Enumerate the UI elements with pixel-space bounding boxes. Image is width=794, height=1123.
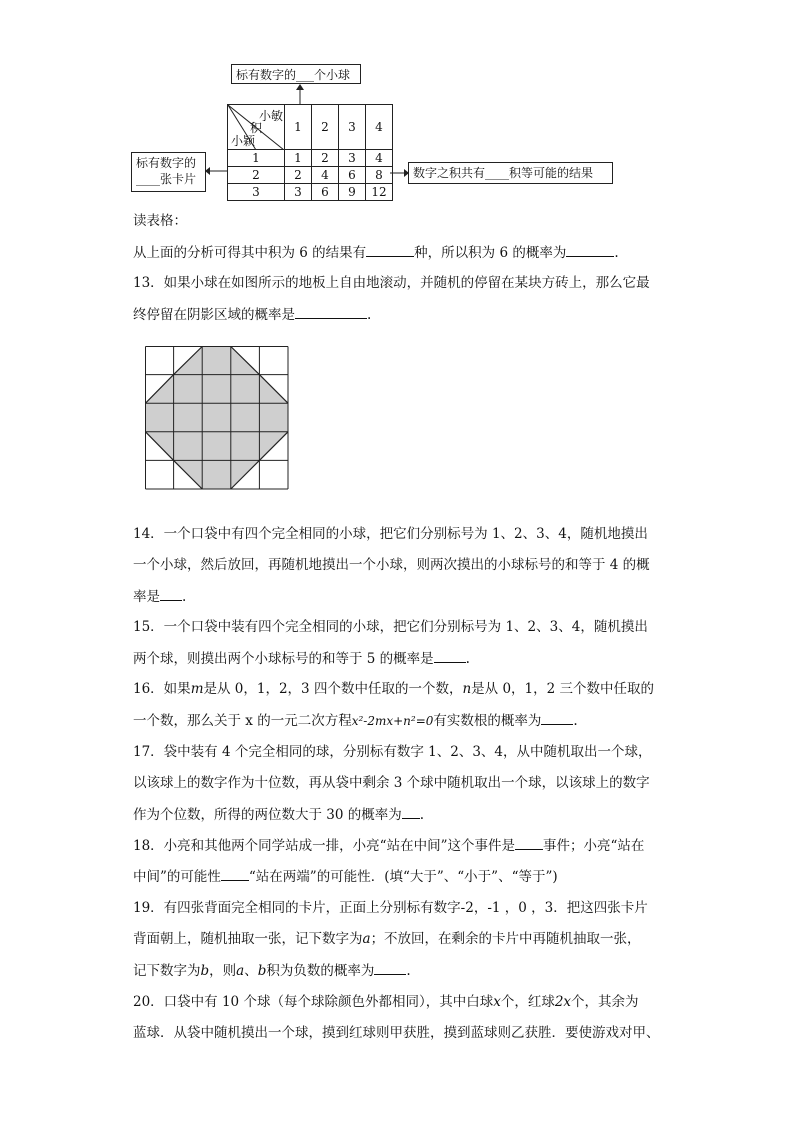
q19-end: . [406, 963, 411, 979]
row-label: 1 [228, 150, 285, 167]
table-row [228, 184, 393, 201]
left-box-line2: ____张卡片 [136, 172, 197, 186]
q20-text-1c: 个，其余为 [571, 994, 639, 1010]
q14-line-1 [133, 524, 648, 544]
q16-end: . [573, 713, 578, 729]
answer-blank [374, 960, 406, 975]
q19-text-2b: ；不放回，在剩余的卡片中再随机抽取一张， [370, 931, 641, 947]
q20-line-1 [133, 992, 639, 1012]
q18-text-1a: 18．小亮和其他两个同学站成一排，小亮“站在中间”这个事件是 [133, 838, 515, 854]
read-table-text: 读表格： [133, 213, 187, 229]
corner-mid-label: 积 [250, 121, 263, 135]
q15-end: . [465, 651, 470, 667]
q14-line-3 [133, 586, 186, 607]
arrow-left-head [205, 167, 210, 175]
q19-sep: 、 [244, 963, 258, 979]
q19-text-3a: 记下数字为 [133, 963, 201, 979]
product-table [227, 104, 393, 201]
table-cell: 6 [339, 167, 366, 184]
q15-text-2: 两个球，则摸出两个小球标号的和等于 5 的概率是 [133, 651, 434, 667]
answer-blank [366, 242, 414, 257]
header-cell: 1 [285, 105, 312, 150]
shaded-octagon-fill [145, 346, 288, 489]
q15-line-1 [133, 617, 648, 637]
q18-text-1b: 事件；小亮“站在 [542, 838, 645, 854]
q17-line-3 [133, 804, 424, 825]
floor-tile-figure [145, 346, 289, 490]
table-cell: 1 [285, 150, 312, 167]
answer-blank [160, 586, 182, 601]
q20-text-1b: 个，红球 [500, 994, 555, 1010]
table-row [228, 150, 393, 167]
q16-line-2 [133, 710, 578, 731]
analysis-end: . [614, 245, 619, 261]
q16-text-1a: 16．如果 [133, 681, 191, 697]
q19-line-2 [133, 929, 641, 949]
analysis-text-b: 种，所以积为 6 的概率为 [414, 245, 567, 261]
q20-var-2x: 2x [554, 994, 572, 1010]
table-cell: 8 [366, 167, 393, 184]
q19-text-3b: ，则 [209, 963, 237, 979]
q19-line-3 [133, 960, 411, 981]
table-cell: 2 [312, 150, 339, 167]
table-cell: 2 [285, 167, 312, 184]
analysis-line [133, 242, 619, 263]
q19-text-1: 19．有四张背面完全相同的卡片，正面上分别标有数字-2，-1 ，0 ，3．把这四张卡片 [133, 900, 648, 916]
q19-var-a: a [362, 931, 371, 947]
q14-text-2: 一个小球，然后放回，再随机地摸出一个小球，则两次摸出的小球标号的和等于 4 的概 [133, 557, 650, 573]
q16-text-1c: 是从 0，1，2 三个数中任取的 [471, 681, 655, 697]
top-box-text: 标有数字的___个小球 [236, 68, 351, 82]
answer-blank [402, 804, 420, 819]
right-box [408, 162, 613, 184]
q17-line-2 [133, 773, 650, 793]
table-cell: 9 [339, 184, 366, 201]
table-corner [228, 105, 285, 150]
q17-text-1: 17．袋中装有 4 个完全相同的球，分别标有数字 1、2、3、4，从中随机取出一个球， [133, 744, 652, 760]
q13-text-1: 13．如果小球在如图所示的地板上自由地滚动，并随机的停留在某块方砖上，那么它最 [133, 275, 650, 291]
q13-end: . [367, 307, 372, 323]
q18-line-1 [133, 835, 644, 856]
q16-line-1 [133, 679, 654, 699]
q18-line-2 [133, 866, 558, 887]
q14-text-1: 14．一个口袋中有四个完全相同的小球，把它们分别标号为 1、2、3、4，随机地摸出 [133, 526, 648, 542]
q20-text-2: 蓝球．从袋中随机摸出一个球，摸到红球则甲获胜，摸到蓝球则乙获胜．要使游戏对甲、 [133, 1025, 660, 1041]
q15-text-1: 15．一个口袋中装有四个完全相同的小球，把它们分别标号为 1、2、3、4，随机摸出 [133, 619, 648, 635]
q15-line-2 [133, 648, 470, 669]
q18-text-2a: 中间”的可能性 [133, 869, 221, 885]
answer-blank [566, 242, 614, 257]
q19-text-3c: 积为负数的概率为 [266, 963, 375, 979]
q17-line-1 [133, 742, 652, 762]
q19-var-b: b [200, 963, 210, 979]
q19-var-b2: b [257, 963, 267, 979]
table-cell: 4 [366, 150, 393, 167]
q19-var-a2: a [236, 963, 245, 979]
answer-blank [221, 866, 249, 881]
analysis-text-a: 从上面的分析可得其中积为 6 的结果有 [133, 245, 367, 261]
q20-text-1a: 20．口袋中有 10 个球（每个球除颜色外都相同），其中白球 [133, 994, 494, 1010]
q18-text-2b: “站在两端”的可能性．(填“大于”、“小于”、“等于”) [248, 869, 558, 885]
corner-bottom-label: 小颖 [231, 134, 256, 148]
answer-blank [541, 710, 573, 725]
table-row [228, 167, 393, 184]
answer-blank [434, 648, 466, 663]
right-box-text: 数字之积共有____积等可能的结果 [413, 166, 594, 180]
q13-line-1 [133, 273, 650, 293]
q14-end: . [182, 589, 187, 605]
q16-var-m: m [190, 681, 204, 697]
q19-line-1 [133, 898, 648, 918]
row-label: 3 [228, 184, 285, 201]
table-cell: 3 [285, 184, 312, 201]
arrow-up-head [296, 84, 304, 90]
q17-text-3: 作为个位数，所得的两位数大于 30 的概率为 [133, 807, 402, 823]
header-cell: 3 [339, 105, 366, 150]
arrow-right-head [404, 169, 409, 177]
q20-line-2 [133, 1023, 660, 1043]
q16-var-n: n [462, 681, 472, 697]
q17-end: . [419, 807, 425, 823]
answer-blank [295, 304, 367, 319]
header-cell: 2 [312, 105, 339, 150]
q16-text-2b: 有实数根的概率为 [433, 713, 542, 729]
q16-text-1b: 是从 0，1，2，3 四个数中任取的一个数， [203, 681, 463, 697]
q20-var-x: x [493, 994, 501, 1010]
q14-text-3: 率是 [133, 589, 160, 605]
answer-blank [515, 835, 543, 850]
q14-line-2 [133, 555, 650, 575]
left-box [131, 152, 206, 192]
table-cell: 6 [312, 184, 339, 201]
header-cell: 4 [366, 105, 393, 150]
table-cell: 4 [312, 167, 339, 184]
top-box [231, 64, 361, 84]
q17-text-2: 以该球上的数字作为十位数，再从袋中剩余 3 个球中随机取出一个球，以该球上的数字 [133, 775, 650, 791]
table-cell: 3 [339, 150, 366, 167]
q16-equation: x²-2mx+n²=0 [351, 714, 434, 728]
left-box-line1: 标有数字的 [136, 156, 197, 170]
q16-text-2a: 一个数，那么关于 x 的一元二次方程 [133, 713, 352, 729]
read-table-line [133, 211, 187, 231]
corner-top-label: 小敏 [259, 109, 284, 123]
q13-line-2 [133, 304, 371, 325]
table-cell: 12 [366, 184, 393, 201]
row-label: 2 [228, 167, 285, 184]
q19-text-2a: 背面朝上，随机抽取一张，记下数字为 [133, 931, 363, 947]
q13-text-2: 终停留在阴影区域的概率是 [133, 307, 295, 323]
